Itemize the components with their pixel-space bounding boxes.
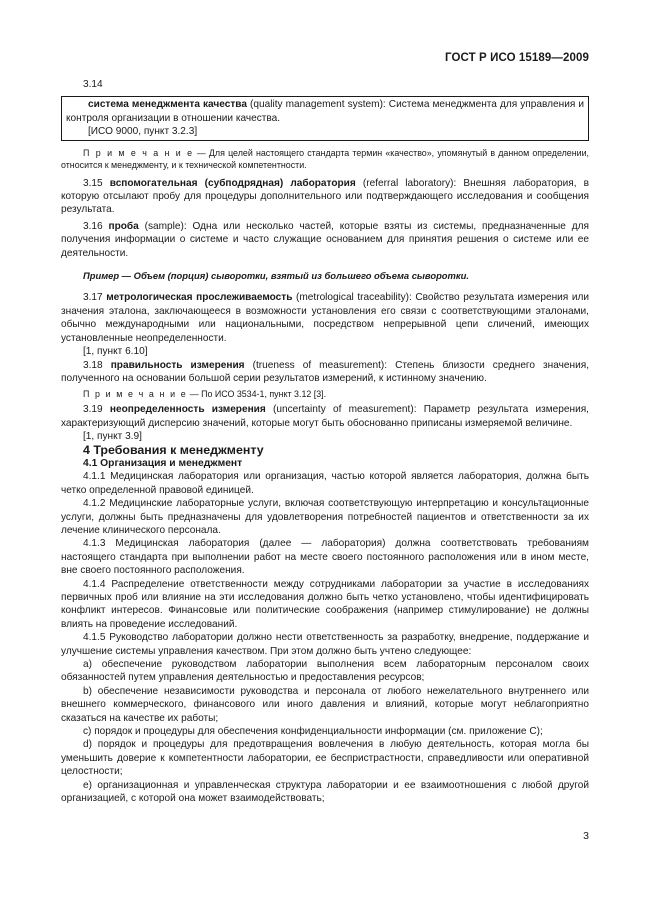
term-3-19: неопределенность измерения [109,404,266,416]
note-2 [61,388,589,400]
term-3-14: система менеджмента качества [88,99,247,111]
term-3-15: вспомогательная (субподрядная) лаборатория [109,177,356,189]
definition-3-15: (referral laboratory): Внешняя лаборатория, в которую отсылают пробу для процедуры дополнительного или подтверждающего исследования и сообщения результата. [61,177,589,216]
clause-3-15 [61,177,589,217]
term-3-16: проба [108,220,139,232]
paragraph-4-1-2: 4.1.2 Медицинские лабораторные услуги, включая соответствующую интерпретацию и консультационные услуги, должны быть предназначены для удовлетворения потребностей пациентов и ответственности за их лечение клинического персонала. [61,498,589,536]
paragraph-4-1-3: 4.1.3 Медицинская лаборатория (далее — лаборатория) должна соответствовать требованиям настоящего стандарта при выполнении работ на месте своего постоянного расположения или в ином месте, вне своего постоянного расположения. [61,538,589,577]
clause-3-14-text [66,98,584,125]
definition-box-3-14 [61,96,589,140]
note-label: П р и м е ч а н и е [83,147,194,158]
page-content [61,78,589,806]
term-3-17: метрологическая прослеживаемость [106,292,293,304]
note-1 [61,147,589,171]
section-4-heading: 4 Требования к менеджменту [83,442,264,457]
definition-3-16: (sample): Одна или несколько частей, которые взяты из системы, предназначенные для получения информации о системе и часто служащие основанием для принятия решения о системе или ее деятельности. [61,220,589,259]
list-item-d: d) порядок и процедуры для предотвращения вовлечения в любую деятельность, которая могла бы уменьшить доверие к компетентности лаборатории, ее беспристрастности, справедливости или оперативной целостности; [61,739,589,778]
reference-3-17: [1, пункт 6.10] [83,346,148,358]
definition-3-14: (quality management system): Система менеджмента для управления и контроля организации в отношении качества. [66,99,584,124]
clause-number: 3.19 [83,404,110,416]
example-3-16: Пример — Объем (порция) сыворотки, взятый из большего объема сыворотки. [83,270,469,282]
clause-number: 3.18 [83,359,111,371]
clause-3-16 [61,220,589,260]
note-label: П р и м е ч а н и е [83,389,188,400]
clause-number: 3.17 [83,292,107,304]
list-item-e: e) организационная и управленческая структура лаборатории и ее взаимоотношения с любой другой организацией, с которой она может взаимодействовать; [61,779,589,805]
paragraph-4-1-5: 4.1.5 Руководство лаборатории должно нести ответственность за разработку, внедрение, поддержание и улучшение системы управления качеством. При этом должно быть учтено следующее: [61,632,589,657]
term-3-18: правильность измерения [110,359,245,371]
page-number: 3 [583,830,589,842]
paragraph-4-1-4: 4.1.4 Распределение ответственности между сотрудниками лаборатории за участие в исследованиях первичных проб или влияние на эти исследования должно быть четко установлено, чтобы идентифицировать конфликт интересов. Финансовые или политические соображения (например стимулирование) не должны влиять на проведение исследований. [61,578,589,630]
definition-3-18: (trueness of measurement): Степень близости среднего значения, полученного на основании большой серии результатов измерений, к истинному значению. [61,359,589,384]
clause-3-14-number: 3.14 [83,79,103,90]
list-item-c: c) порядок и процедуры для обеспечения конфиденциальности информации (см. приложение С); [83,726,543,738]
list-item-a: а) обеспечение руководством лаборатории выполнения всем лабораторным персоналом своих обязанностей путем управления деятельностью и предоставления ресурсов; [61,659,589,684]
clause-3-17 [61,291,589,345]
reference-3-14: [ИСО 9000, пункт 3.2.3] [88,126,198,138]
note-1-text: — Для целей настоящего стандарта термин «качество», упомянутый в данном определении, относится к менеджменту, и к технической компетентности. [61,147,589,170]
definition-3-19: (uncertainty of measurement): Параметр результата измерения, характеризующий дисперсию значений, которые могут быть обоснованно приписаны измеряемой величине. [61,404,589,429]
definition-3-17: (metrological traceability): Свойство результата измерения или значения эталона, заключающееся в возможности установления его связи с соответствующими эталонами, обычно международными или национальными, посредством непрерывной цепи сличений, имеющих установленные неопределенности. [61,292,589,344]
paragraph-4-1-1: 4.1.1 Медицинская лаборатория или организация, частью которой является лаборатория, должна быть четко определенной правовой единицей. [61,471,589,496]
clause-3-18 [61,359,589,386]
clause-3-19 [61,403,589,430]
standard-header: ГОСТ Р ИСО 15189—2009 [444,52,589,64]
subsection-4-1-heading: 4.1 Организация и менеджмент [83,457,243,469]
list-item-b: b) обеспечение независимости руководства и персонала от любого нежелательного внутреннего или внешнего коммерческого, финансового или иного давления и влияний, которые могут неблагоприятно сказаться на качестве их работы; [61,685,589,724]
clause-number: 3.15 [83,177,110,189]
note-2-text: — По ИСО 3534-1, пункт 3.12 [3]. [187,389,327,400]
clause-number: 3.16 [83,220,109,232]
reference-3-19: [1, пункт 3.9] [83,431,142,443]
